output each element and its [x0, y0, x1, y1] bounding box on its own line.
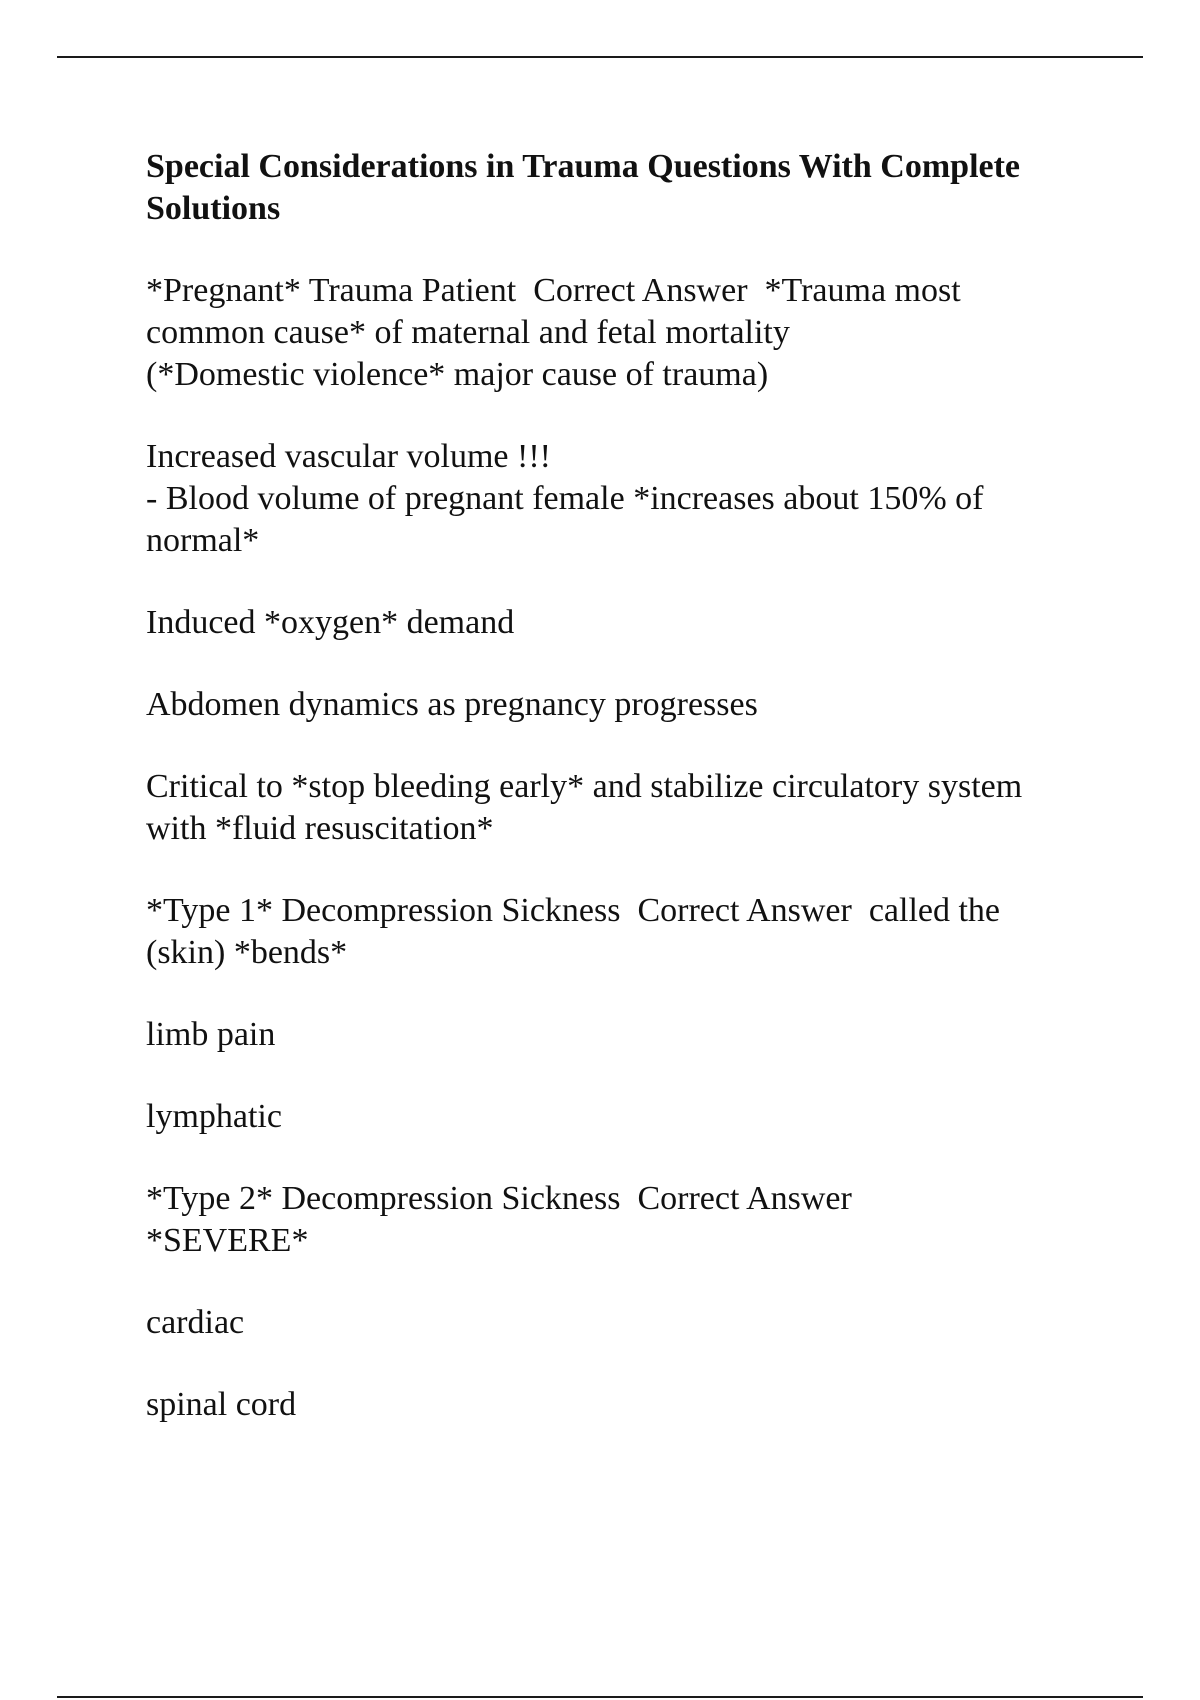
- paragraph: [146, 684, 1096, 726]
- paragraph: [146, 602, 1096, 644]
- top-rule: [57, 56, 1143, 58]
- paragraph-list: [146, 270, 1096, 1426]
- paragraph-line: *SEVERE*: [146, 1222, 309, 1259]
- paragraph-line: (*Domestic violence* major cause of trauma): [146, 356, 769, 393]
- paragraph-line: Induced *oxygen* demand: [146, 604, 515, 641]
- paragraph-line: (skin) *bends*: [146, 934, 348, 971]
- paragraph-line: with *fluid resuscitation*: [146, 810, 494, 847]
- paragraph: [146, 1096, 1096, 1138]
- paragraph-line: cardiac: [146, 1304, 245, 1341]
- paragraph-line: *Type 1* Decompression Sickness Correct Answer called the: [146, 892, 1001, 929]
- paragraph-line: lymphatic: [146, 1098, 282, 1135]
- paragraph: [146, 766, 1096, 850]
- paragraph: [146, 1014, 1096, 1056]
- paragraph-line: Increased vascular volume !!!: [146, 438, 551, 475]
- paragraph: [146, 890, 1096, 974]
- paragraph-line: limb pain: [146, 1016, 276, 1053]
- paragraph-line: Critical to *stop bleeding early* and stabilize circulatory system: [146, 768, 1023, 805]
- paragraph-line: Abdomen dynamics as pregnancy progresses: [146, 686, 758, 723]
- paragraph: [146, 1178, 1096, 1262]
- paragraph-line: spinal cord: [146, 1386, 297, 1423]
- paragraph-line: normal*: [146, 522, 260, 559]
- paragraph-line: *Pregnant* Trauma Patient Correct Answer *Trauma most: [146, 272, 961, 309]
- title-line: Special Considerations in Trauma Questions With Complete Solutions: [146, 148, 1021, 227]
- paragraph-line: - Blood volume of pregnant female *increases about 150% of: [146, 480, 984, 517]
- paragraph: [146, 436, 1096, 562]
- paragraph: [146, 270, 1096, 396]
- bottom-rule: [57, 1696, 1143, 1698]
- document-body: [146, 146, 1096, 1466]
- paragraph-line: common cause* of maternal and fetal mortality: [146, 314, 790, 351]
- paragraph-line: *Type 2* Decompression Sickness Correct Answer: [146, 1180, 852, 1217]
- document-title: [146, 146, 1096, 230]
- paragraph: [146, 1384, 1096, 1426]
- paragraph: [146, 1302, 1096, 1344]
